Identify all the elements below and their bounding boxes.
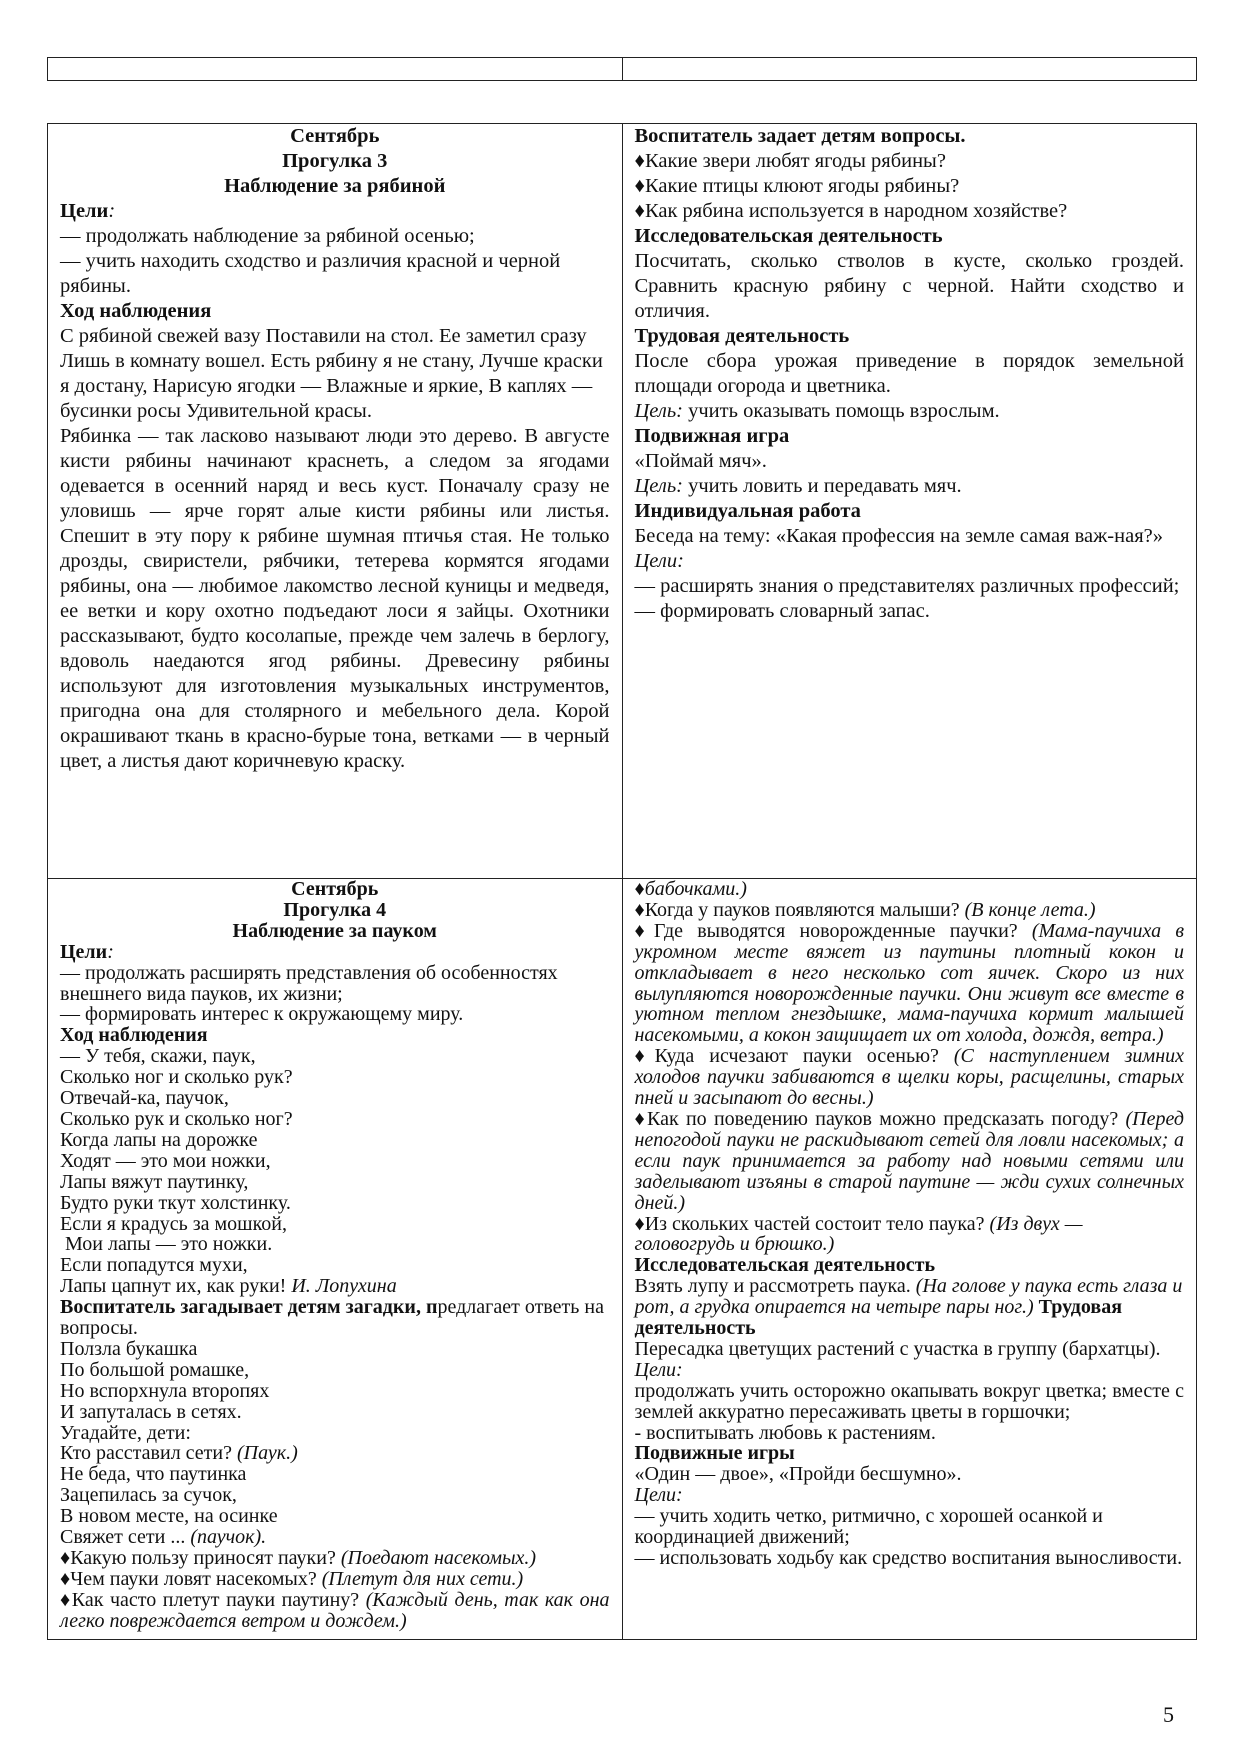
research-heading: Исследовательская деятельность xyxy=(634,225,943,247)
question-item: ♦Чем пауки ловят насекомых? (Плетут для них сети.) xyxy=(60,1567,524,1590)
goals-heading: Цели: xyxy=(60,200,116,222)
question-item: ♦Когда у пауков появляются малыши? (В конце лета.) xyxy=(634,898,1096,921)
walk3-right-cell xyxy=(622,124,1197,879)
labor-heading: Трудовая деятельность xyxy=(634,1296,1123,1340)
goal-item: — учить находить сходство и различия красной и черной рябины. xyxy=(60,250,561,297)
header-strip-right xyxy=(622,58,1197,81)
games-goal: — использовать ходьбу как средство воспитания выносливости. xyxy=(634,1547,1183,1569)
poem-line: Если я крадусь за мошкой, xyxy=(60,1212,287,1235)
questions-heading: Воспитатель задает детям вопросы. xyxy=(634,125,966,147)
game-text: «Поймай мяч». xyxy=(634,450,767,472)
research-text: Посчитать, сколько стволов в кусте, сколько гроздей. Сравнить красную рябину с черной. Найти сходство и отличия. xyxy=(634,250,1184,322)
poem-line: Ходят — это мои ножки, xyxy=(60,1149,271,1172)
riddle-line: По большой ромашке, xyxy=(60,1358,250,1381)
question-item: ♦Какие звери любят ягоды рябины? xyxy=(634,150,946,172)
games-goal: — учить ходить четко, ритмично, с хорошей осанкой и координацией движений; xyxy=(634,1505,1103,1549)
poem-text: С рябиной свежей вазу Поставили на стол. Ее заметил сразу Лишь в комнату вошел. Есть рябину я не стану, Лучше краски я достану, Нарисую ягодки — Влажные и яркие, В каплях — бусинки росы Удивительной красы. xyxy=(60,325,603,422)
research-text: Взять лупу и рассмотреть паука. (На голове у паука есть глаза и рот, а грудка опирается на четыре пары ног.) Трудовая деятельность xyxy=(634,1275,1183,1340)
page-number: 5 xyxy=(1163,1702,1174,1727)
goal-item: — формировать интерес к окружающему миру. xyxy=(60,1003,464,1026)
labor-text: Пересадка цветущих растений с участка в группу (бархатцы). xyxy=(634,1337,1161,1360)
labor-heading: Трудовая деятельность xyxy=(634,325,850,347)
course-heading: Ход наблюдения xyxy=(60,1024,208,1047)
question-item: ♦Как по поведению пауков можно предсказать погоду? (Перед непогодой пауки не раскидывают сетей для ловли насекомых; а если паук принимается за работу над новыми сетями или заделывают изъяны в старой паутине — жди сухих солнечных дней.) xyxy=(634,1107,1184,1214)
riddle-line: И запуталась в сетях. xyxy=(60,1400,242,1423)
games-goals-label: Цели: xyxy=(634,1484,683,1507)
games-text: «Один — двое», «Пройди бесшумно». xyxy=(634,1463,962,1486)
question-item: ♦Как часто плетут пауки паутину? (Каждый день, так как она легко повреждается ветром и дождем.) xyxy=(60,1588,610,1632)
month-heading: Сентябрь xyxy=(290,125,380,147)
individual-heading: Индивидуальная работа xyxy=(634,500,861,522)
poem-author: И. Лопухина xyxy=(291,1275,397,1298)
individual-goal: — формировать словарный запас. xyxy=(634,600,930,622)
walk4-left-cell xyxy=(48,879,623,1640)
header-strip-left xyxy=(48,58,623,81)
individual-goal: — расширять знания о представителях различных профессий; xyxy=(634,575,1180,597)
walk3-row xyxy=(48,124,1197,879)
walk4-right-cell xyxy=(622,879,1197,1640)
poem-line: — У тебя, скажи, паук, xyxy=(60,1045,256,1068)
question-item: ♦Какие птицы клюют ягоды рябины? xyxy=(634,175,960,197)
poem-line: Сколько рук и сколько ног? xyxy=(60,1107,293,1130)
question-item: ♦Как рябина используется в народном хозяйстве? xyxy=(634,200,1068,222)
riddle-line: Свяжет сети ... (паучок). xyxy=(60,1526,267,1549)
labor-goal: Цель: учить оказывать помощь взрослым. xyxy=(634,400,1000,422)
goal-item: — продолжать наблюдение за рябиной осенью; xyxy=(60,225,475,247)
walk-heading: Прогулка 4 xyxy=(283,898,387,921)
poem-line: Будто руки ткут холстинку. xyxy=(60,1191,291,1214)
game-heading: Подвижная игра xyxy=(634,425,790,447)
question-item: ♦Где выводятся новорожденные паучки? (Мама-паучиха в укромном месте вяжет из паутины плотный кокон и откладывает в него несколько сот яичек. Скоро из них вылупляются новорожденные паучки. Они живут все вместе в уютном теплом гнездышке, мама-паучиха кормит малышей насекомыми, а кокон защищает их от холода, дождя, ветра.) xyxy=(634,919,1184,1047)
goal-item: — продолжать расширять представления об особенностях внешнего вида пауков, их жизни; xyxy=(60,961,558,1005)
walk4-row xyxy=(48,879,1197,1640)
riddle-line: В новом месте, на осинке xyxy=(60,1505,278,1528)
riddle-line: Но вспорхнула второпях xyxy=(60,1379,270,1402)
riddle-line: Ползла букашка xyxy=(60,1337,198,1360)
games-heading: Подвижные игры xyxy=(634,1442,795,1465)
plan-table xyxy=(47,123,1197,1640)
labor-goal: - воспитывать любовь к растениям. xyxy=(634,1421,936,1444)
riddle-intro: Воспитатель загадывает детям загадки, предлагает ответь на вопросы. xyxy=(60,1296,604,1340)
poem-line: Когда лапы на дорожке xyxy=(60,1128,258,1151)
poem-line: Если попадутся мухи, xyxy=(60,1254,248,1277)
question-item: ♦Куда исчезают пауки осенью? (С наступлением зимних холодов паучки забиваются в щелки коры, расщелины, старых пней и засыпают до весны.) xyxy=(634,1045,1184,1110)
riddle-line: Зацепилась за сучок, xyxy=(60,1484,237,1507)
poem-line: Мои лапы — это ножки. xyxy=(60,1233,273,1256)
poem-line: Лапы вяжут паутинку, xyxy=(60,1170,249,1193)
topic-heading: Наблюдение за пауком xyxy=(232,919,437,942)
poem-line: Лапы цапнут их, как руки! И. Лопухина xyxy=(60,1275,397,1298)
question-continuation: ♦бабочками.) xyxy=(634,878,747,900)
goals-heading: Цели: xyxy=(60,940,114,963)
month-heading: Сентябрь xyxy=(291,878,379,900)
game-goal: Цель: учить ловить и передавать мяч. xyxy=(634,475,962,497)
question-item: ♦Какую пользу приносят пауки? (Поедают насекомых.) xyxy=(60,1547,537,1569)
riddle-line: Кто расставил сети? (Паук.) xyxy=(60,1442,298,1465)
research-heading: Исследовательская деятельность xyxy=(634,1254,936,1277)
walk-heading: Прогулка 3 xyxy=(282,150,388,172)
topic-heading: Наблюдение за рябиной xyxy=(224,175,446,197)
question-item: ♦Из скольких частей состоит тело паука? (Из двух — головогрудь и брюшко.) xyxy=(634,1212,1083,1256)
individual-text: Беседа на тему: «Какая профессия на земле самая важ-ная?» xyxy=(634,525,1163,547)
riddle-line: Не беда, что паутинка xyxy=(60,1463,247,1486)
story-text: Рябинка — так ласково называют люди это дерево. В августе кисти рябины начинают краснеть, а следом за ягодами одевается в осенний наряд и весь куст. Поначалу сразу не уловишь — ярче горят алые кисти рябины или листья. Спешит в эту пору к рябине шумная птичья стая. Не только дрозды, свиристели, рябчики, тетерева кормятся ягодами рябины, она — любимое лакомство лесной куницы и медведя, ее ветки и кору охотно подъедают лоси я зайцы. Охотники рассказывают, будто косолапые, прежде чем залечь в берлогу, вдоволь наедаются ягод рябины. Древесину рябины используют для изготовления музыкальных инструментов, пригодна она для столярного и мебельного дела. Корой окрашивают ткань в красно-бурые тона, ветками — в черный цвет, а листья дают коричневую краску. xyxy=(60,425,610,772)
labor-goals-label: Цели: xyxy=(634,1358,683,1381)
walk3-left-cell xyxy=(48,124,623,879)
header-strip-table xyxy=(47,57,1197,81)
labor-text: После сбора урожая приведение в порядок земельной площади огорода и цветника. xyxy=(634,350,1184,397)
individual-goals-label: Цели: xyxy=(634,550,684,572)
poem-line: Отвечай-ка, паучок, xyxy=(60,1087,229,1110)
poem-block xyxy=(60,1046,610,1297)
labor-goal: продолжать учить осторожно окапывать вокруг цветка; вместе с землей аккуратно пересаживать цветы в горшочки; xyxy=(634,1379,1184,1423)
poem-line: Сколько ног и сколько рук? xyxy=(60,1066,293,1089)
course-heading: Ход наблюдения xyxy=(60,300,212,322)
riddle-line: Угадайте, дети: xyxy=(60,1421,191,1444)
